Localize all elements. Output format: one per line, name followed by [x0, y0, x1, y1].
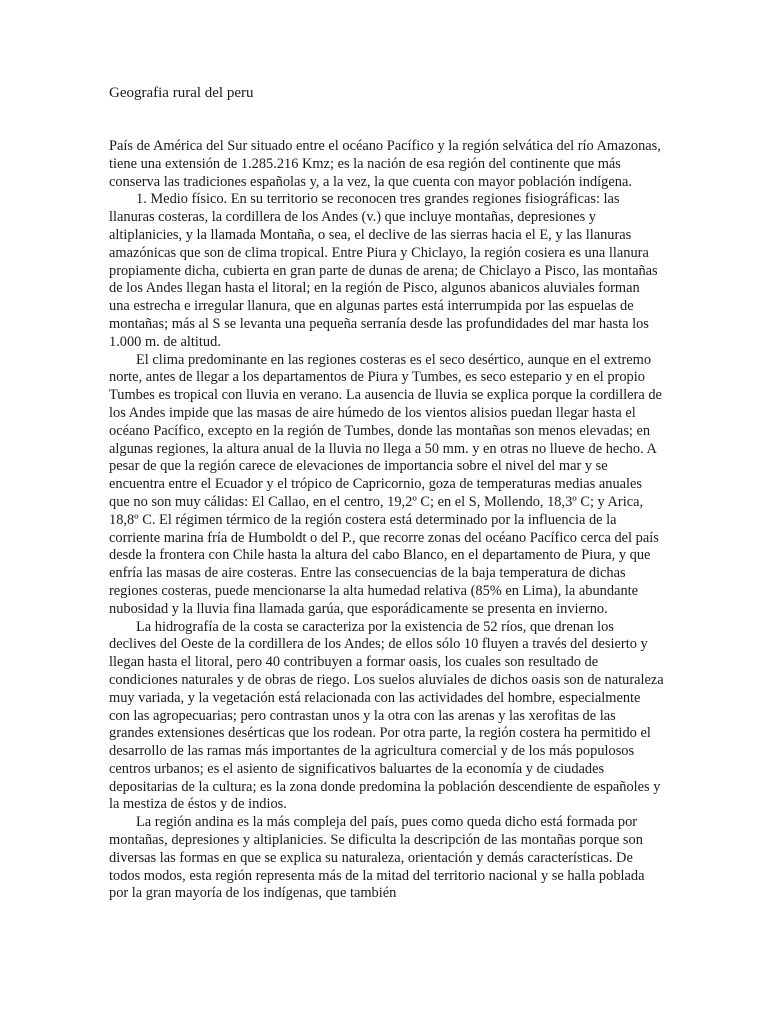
paragraph-hidrografia: La hidrografía de la costa se caracteriza por la existencia de 52 ríos, que drenan los declives del Oeste de la cordillera de los Andes; de ellos sólo 10 fluyen a través del desierto y llegan hasta el litoral, pero 40 contribuyen a formar oasis, los cuales son resultado de condiciones naturales y de obras de riego. Los suelos aluviales de dichos oasis son de naturaleza muy variada, y la vegetación está relacionada con las actividades del hombre, especialmente con las agropecuarias; pero contrastan unos y la otra con las arenas y las xerofitas de las grandes extensiones desérticas que los rodean. Por otra parte, la región costera ha permitido el desarrollo de las ramas más importantes de la agricultura comercial y de los más populosos centros urbanos; es el asiento de significativos baluartes de la economía y de ciudades depositarias de la cultura; es la zona donde predomina la población descendiente de españoles y la mestiza de éstos y de indios. [109, 618, 664, 813]
document-body [109, 138, 664, 903]
paragraph-intro: País de América del Sur situado entre el océano Pacífico y la región selvática del río Amazonas, tiene una extensión de 1.285.216 Kmz; es la nación de esa región del continente que más conserva las tradiciones españolas y, a la vez, la que cuenta con mayor población indígena. [109, 138, 661, 190]
paragraph-medio-fisico: 1. Medio físico. En su territorio se reconocen tres grandes regiones fisiográficas: las llanuras costeras, la cordillera de los Andes (v.) que incluye montañas, depresiones y altiplanicies, y la llamada Montaña, o sea, el declive de las sierras hacia el E, y las llanuras amazónicas que son de clima tropical. Entre Piura y Chiclayo, la región cosiera es una llanura propiamente dicha, cubierta en gran parte de dunas de arena; de Chiclayo a Pisco, las montañas de los Andes llegan hasta el litoral; en la región de Pisco, algunos abanicos aluviales forman una estrecha e irregular llanura, que en algunas partes está interrumpida por las espuelas de montañas; más al S se levanta una pequeña serranía desde las profundidades del mar hasta los 1.000 m. de altitud. [109, 191, 658, 350]
paragraph-region-andina: La región andina es la más compleja del país, pues como queda dicho está formada por montañas, depresiones y altiplanicies. Se dificulta la descripción de las montañas porque son diversas las formas en que se explica su naturaleza, orientación y demás características. De todos modos, esta región representa más de la mitad del territorio nacional y se halla poblada por la gran mayoría de los indígenas, que también [109, 814, 645, 902]
paragraph-clima: El clima predominante en las regiones costeras es el seco desértico, aunque en el extremo norte, antes de llegar a los departamentos de Piura y Tumbes, es seco estepario y en el propio Tumbes es tropical con lluvia en verano. La ausencia de lluvia se explica porque la cordillera de los Andes impide que las masas de aire húmedo de los vientos alisios puedan llegar hasta el océano Pacífico, excepto en la región de Tumbes, donde las montañas son menos elevadas; en algunas regiones, la altura anual de la lluvia no llega a 50 mm. y en otras no llueve de hecho. A pesar de que la región carece de elevaciones de importancia sobre el nivel del mar y se encuentra entre el Ecuador y el trópico de Capricornio, goza de temperaturas medias anuales que no son muy cálidas: El Callao, en el centro, 19,2º C; en el S, Mollendo, 18,3º C; y Arica, 18,8º C. El régimen térmico de la región costera está determinado por la influencia de la corriente marina fría de Humboldt o del P., que recorre zonas del océano Pacífico cerca del país desde la frontera con Chile hasta la altura del cabo Blanco, en el departamento de Piura, y que enfría las masas de aire costeras. Entre las consecuencias de la baja temperatura de dichas regiones costeras, puede mencionarse la alta humedad relativa (85% en Lima), la abundante nubosidad y la lluvia fina llamada garúa, que esporádicamente se presenta en invierno. [109, 351, 662, 617]
document-title: Geografia rural del peru [109, 85, 254, 101]
